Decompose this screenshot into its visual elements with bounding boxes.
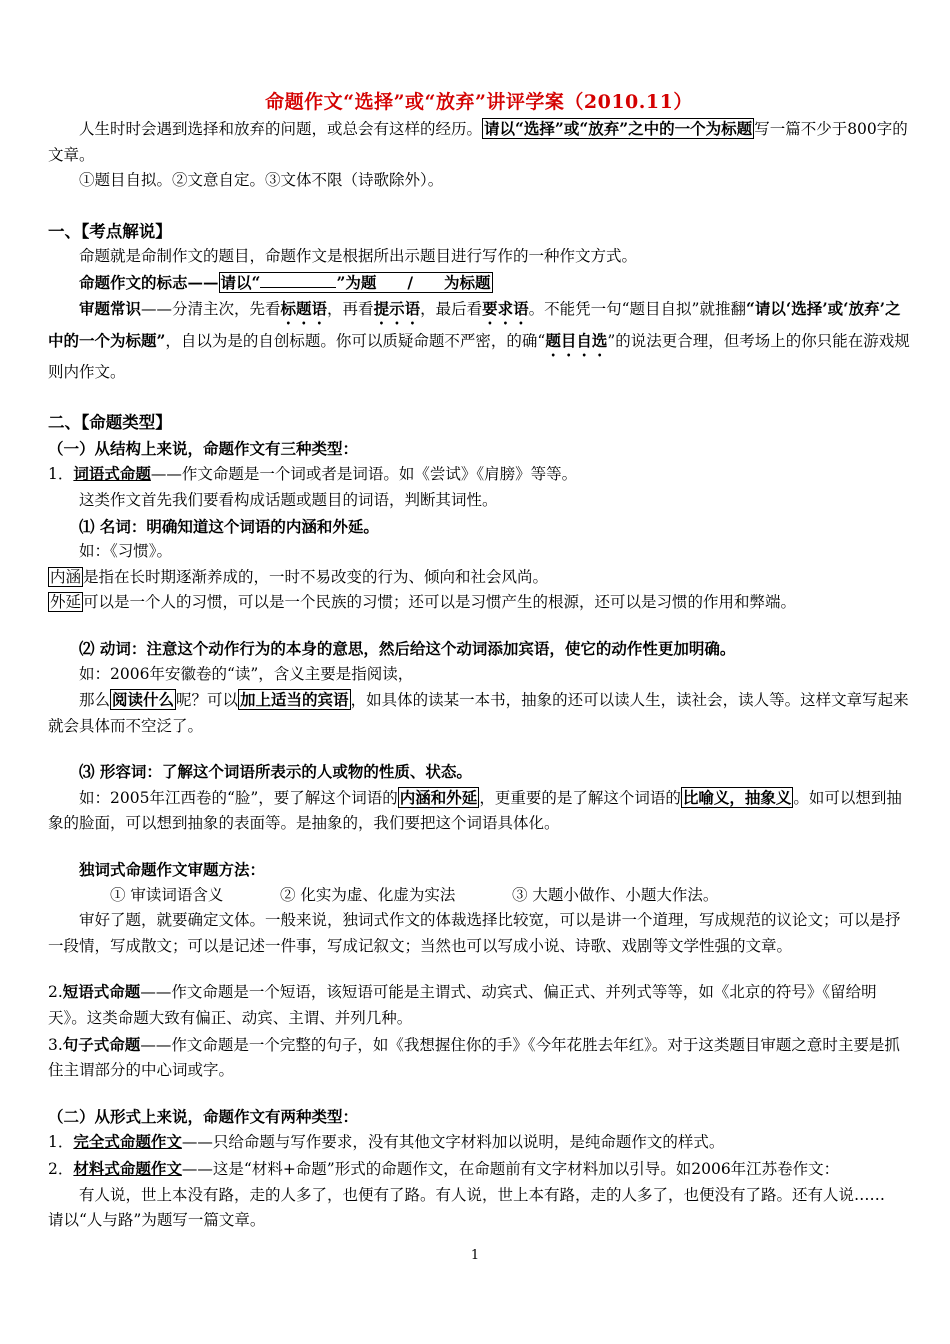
type-3-sentence: 3.句子式命题——作文命题是一个完整的句子，如《我想握住你的手》《今年花胜去年红》。对于这类题目审题之意时主要是抓住主谓部分的中心词或字。 bbox=[48, 1034, 900, 1080]
adjective-heading: ⑶ 形容词：了解这个词语所表示的人或物的性质、状态。 bbox=[79, 762, 472, 782]
intro-boxed-requirement: 请以“选择”或“放弃”之中的一个为标题 bbox=[484, 119, 753, 138]
document-page: 命题作文“选择”或“放弃”讲评学案（2010.11） 人生时时会遇到选择和放弃的问题，或总会有这样的经历。 请以“选择”或“放弃”之中的一个为标题 写一篇不少于800字的文章。 ①题目自拟。②文意自定。③文体不限（诗歌除外）。 一、【考点解说】 命题就是命制作文的题目，命题作文是根据所出示题目进行写作的一种作文方式。 命题作文的标志—— 请以“ ”为题 / 为标题 审题常识——分清主次，先看标题语，再看提示语，最后看要求语。不能凭一句“题目自拟”就推翻“请以‘选择’或‘放弃’之中的一个为标题”，自以为是的自创标题。你可以质疑命题不严密，的确“题目自选”的说法更合理，但考场上的你只能在游戏规则内作文。 二、【命题类型】 （一）从结构上来说，命题作文有三种类型： 1．词语式命题——作文命题是一个词或者是词语。如《尝试》《肩膀》等等。 这类作文首先我们要看构成话题或题目的词语，判断其词性。 ⑴ 名词：明确知道这个词语的内涵和外延。 如：《习惯》。 内涵 是指在长时期逐渐养成的，一时不易改变的行为、倾向和社会风尚。 外延 可以是一个人的习惯，可以是一个民族的习惯；还可以是习惯产生的根源，还可以是习惯的作用和弊端。 ⑵ 动词：注意这个动作行为的本身的意思，然后给这个动词添加宾语，使它的动作性更加明确。 如：2006年安徽卷的“读”，含义主要是指阅读， 那么 阅读什么 呢？可以 加上适当的宾语 ，如具体的读某一本书，抽象的还可以读人生，读社会，读人等。这样文章写起来就会具体而不空泛了。 ⑶ 形容词：了解这个词语所表示的人或物的性质、状态。 如：2005年江西卷的“脸”，要了解这个词语的 内涵和外延 ，更重要的是了解这个词语的 比喻义，抽象义 。如可以想到抽象的脸面，可以想到抽象的表面等。是抽象的，我们要把这个词语具体化。 独词式命题作文审题方法： ① 审读词语含义 ② 化实为虚、化虚为实法 ③ 大题小做作、小题大作法。 审好了题，就要确定文体。一般来说，独词式作文的体裁选择比较宽，可以是讲一个道理，写成规范的议论文；可以是抒一段情，写成散文；可以是记述一件事，写成记叙文；当然也可以写成小说、诗歌、戏剧等文学性强的文章。 2.短语式命题——作文命题是一个短语，该短语可能是主谓式、动宾式、偏正式、并列式等等，如《北京的符号》《留给明天》。这类命题大致有偏正、动宾、主谓、并列几种。 3.句子式命题——作文命题是一个完整的句子，如《我想握住你的手》《今年花胜去年红》。对于这类题目审题之意时主要是抓住主谓部分的中心词或字。 （二）从形式上来说，命题作文有两种类型： 1．完全式命题作文——只给命题与写作要求，没有其他文字材料加以说明，是纯命题作文的样式。 2．材料式命题作文——这是“材料+命题”形式的命题作文，在命题前有文字材料加以引导。如2006年江苏卷作文： 有人说，世上本没有路，走的人多了，也便有了路。有人说，世上本有路，走的人多了，也便没有了路。还有人说…… 请以“人与路”为题写一篇文章。 bbox=[48, 88, 910, 1234]
page-title: 命题作文“选择”或“放弃”讲评学案（2010.11） bbox=[265, 91, 693, 113]
type-1-word: 1．词语式命题——作文命题是一个词或者是词语。如《尝试》《肩膀》等等。 bbox=[48, 464, 578, 484]
material-instruction: 请以“人与路”为题写一篇文章。 bbox=[48, 1211, 266, 1230]
section-1-heading: 一、【考点解说】 bbox=[48, 221, 172, 241]
noun-heading: ⑴ 名词：明确知道这个词语的内涵和外延。 bbox=[79, 516, 379, 536]
method-paragraph: 审好了题，就要确定文体。一般来说，独词式作文的体裁选择比较宽，可以是讲一个道理，写成规范的议论文；可以是抒一段情，写成散文；可以是记述一件事，写成记叙文；当然也可以写成小说、诗歌、戏剧等文学性强的文章。 bbox=[48, 911, 901, 955]
noun-denotation: 外延 可以是一个人的习惯，可以是一个民族的习惯；还可以是习惯产生的根源，还可以是习惯的作用和弊端。 bbox=[50, 593, 797, 612]
material-quote: 有人说，世上本没有路，走的人多了，也便有了路。有人说，世上本有路，走的人多了，也便没有了路。还有人说…… bbox=[79, 1185, 886, 1204]
section-1-tips: 审题常识——分清主次，先看标题语，再看提示语，最后看要求语。不能凭一句“题目自拟”就推翻“请以‘选择’或‘放弃’之中的一个为标题”，自以为是的自创标题。你可以质疑命题不严密，的确“题目自选”的说法更合理，但考场上的你只能在游戏规则内作文。 bbox=[48, 298, 910, 381]
noun-connotation: 内涵 是指在长时期逐渐养成的，一时不易改变的行为、倾向和社会风尚。 bbox=[50, 567, 549, 586]
section-1-definition: 命题就是命制作文的题目，命题作文是根据所出示题目进行写作的一种作文方式。 bbox=[79, 247, 638, 266]
page-number: 1 bbox=[470, 1248, 480, 1263]
verb-heading: ⑵ 动词：注意这个动作行为的本身的意思，然后给这个动词添加宾语，使它的动作性更加明确。 bbox=[79, 638, 736, 658]
subsection-form: （二）从形式上来说，命题作文有两种类型： bbox=[48, 1106, 359, 1126]
section-1-marker: 命题作文的标志—— 请以“ ”为题 / 为标题 bbox=[79, 272, 491, 292]
method-list: ① 审读词语含义 ② 化实为虚、化虚为实法 ③ 大题小做作、小题大作法。 bbox=[110, 885, 719, 904]
adjective-explanation: 如：2005年江西卷的“脸”，要了解这个词语的 内涵和外延 ，更重要的是了解这个词语的 比喻义，抽象义 。如可以想到抽象的脸面，可以想到抽象的表面等。是抽象的，我们要把这个词语具体化。 bbox=[48, 787, 902, 833]
marker-box: 请以“ ”为题 / 为标题 bbox=[220, 272, 491, 292]
form-2-material: 2．材料式命题作文——这是“材料+命题”形式的命题作文，在命题前有文字材料加以引导。如2006年江苏卷作文： bbox=[48, 1159, 840, 1178]
blank-line bbox=[260, 271, 336, 288]
type-2-phrase: 2.短语式命题——作文命题是一个短语，该短语可能是主谓式、动宾式、偏正式、并列式等等，如《北京的符号》《留给明天》。这类命题大致有偏正、动宾、主谓、并列几种。 bbox=[48, 982, 877, 1028]
intro-paragraph: 人生时时会遇到选择和放弃的问题，或总会有这样的经历。 请以“选择”或“放弃”之中的一个为标题 写一篇不少于800字的文章。 bbox=[48, 119, 908, 164]
method-heading: 独词式命题作文审题方法： bbox=[79, 860, 266, 880]
verb-explanation: 那么 阅读什么 呢？可以 加上适当的宾语 ，如具体的读某一本书，抽象的还可以读人生，读社会，读人等。这样文章写起来就会具体而不空泛了。 bbox=[48, 690, 909, 735]
section-2-heading: 二、【命题类型】 bbox=[48, 413, 172, 433]
intro-requirements: ①题目自拟。②文意自定。③文体不限（诗歌除外）。 bbox=[79, 171, 444, 190]
subsection-structure: （一）从结构上来说，命题作文有三种类型： bbox=[48, 438, 359, 458]
form-1-complete: 1．完全式命题作文——只给命题与写作要求，没有其他文字材料加以说明，是纯命题作文的样式。 bbox=[48, 1132, 725, 1152]
